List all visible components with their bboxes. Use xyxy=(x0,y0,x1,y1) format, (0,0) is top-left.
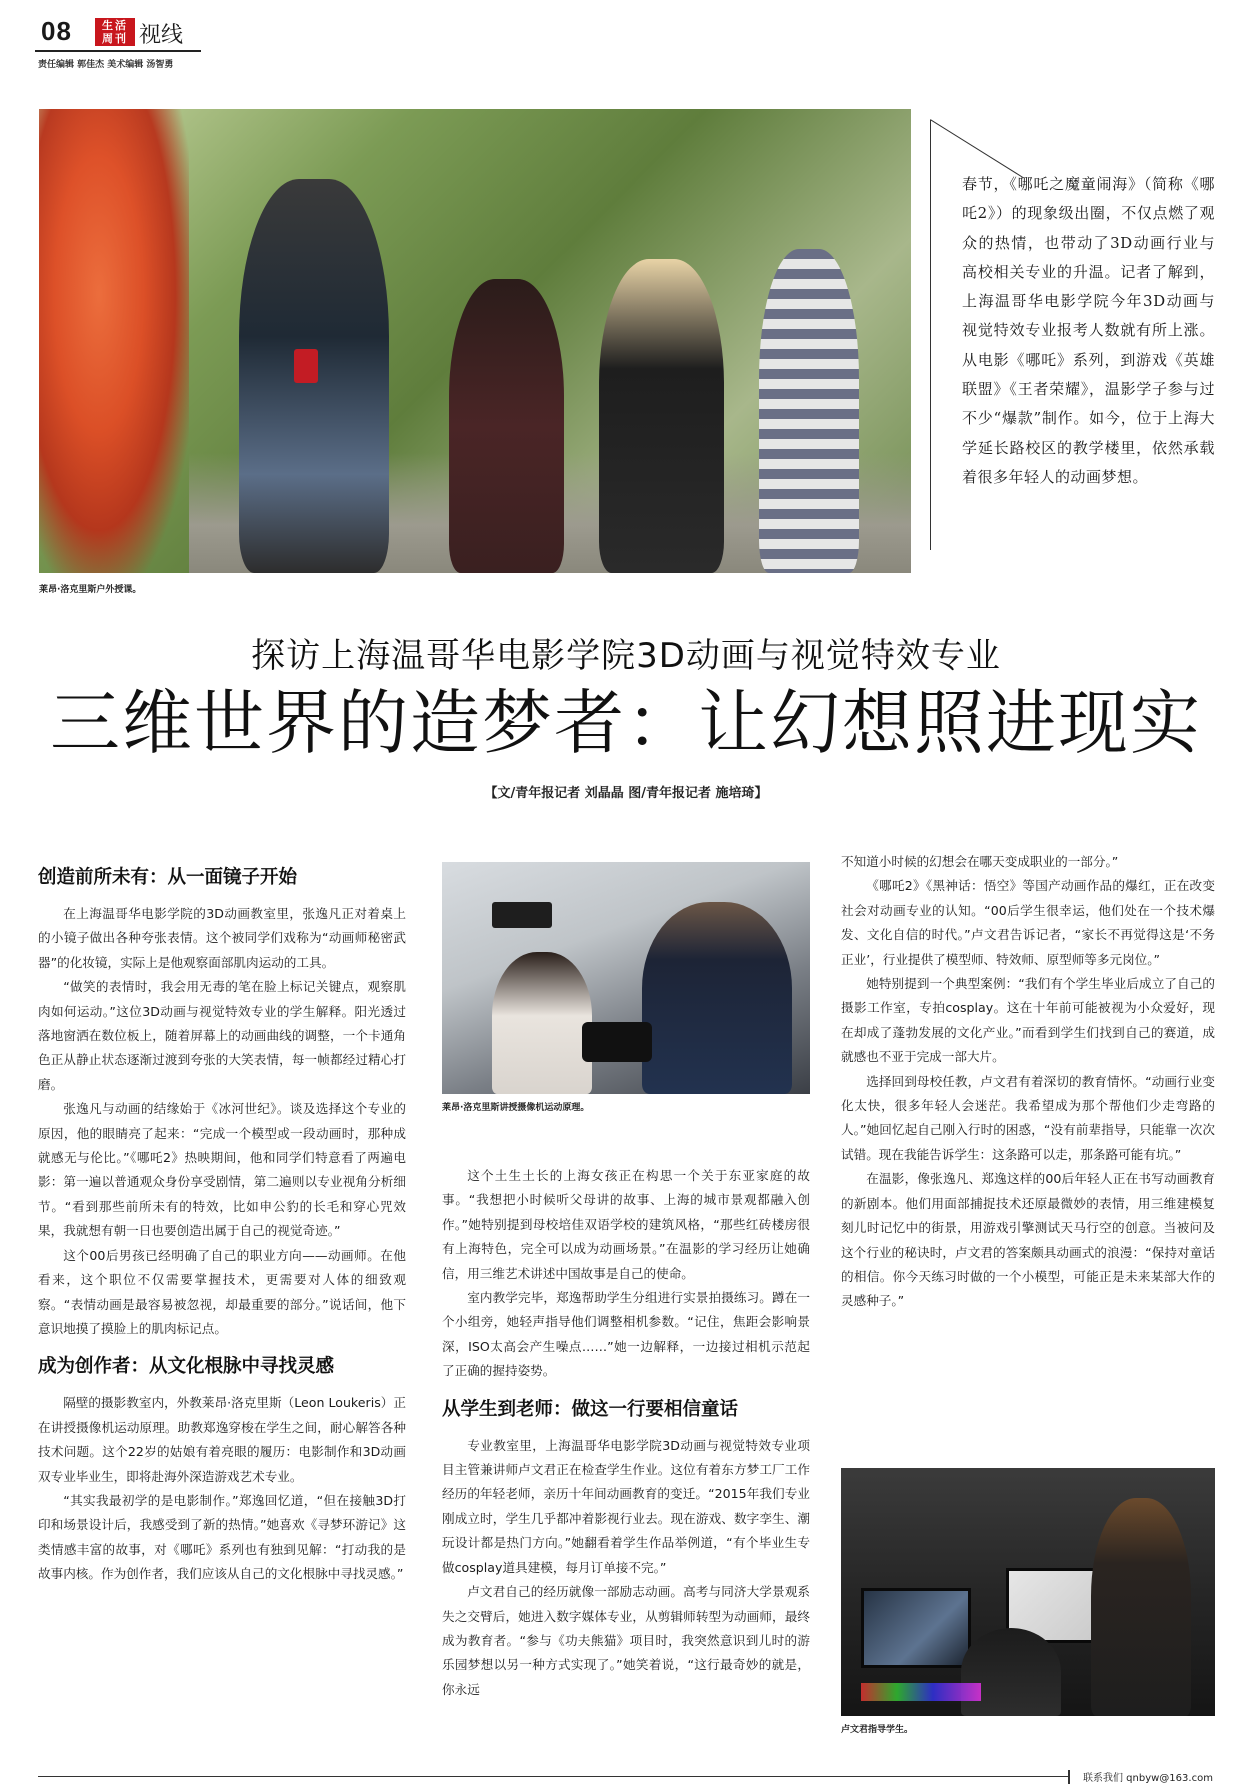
section-heading: 成为创作者：从文化根脉中寻找灵感 xyxy=(38,1356,335,1378)
logo-line-2: 周刊 xyxy=(102,32,128,45)
coffee-cup xyxy=(294,349,318,383)
logo-line-1: 生活 xyxy=(102,19,128,32)
paragraph: 室内教学完毕，郑逸帮助学生分组进行实景拍摄练习。蹲在一个小组旁，她轻声指导他们调整相机参数。“记住，焦距会影响景深，ISO太高会产生噪点……”她一边解释，一边接过相机示范起了正确的握持姿势。 xyxy=(442,1290,810,1379)
page-number: 08 xyxy=(41,16,72,46)
student-figure xyxy=(599,259,724,573)
paragraph: “其实我最初学的是电影制作。”郑逸回忆道，“但在接触3D打印和场景设计后，我感受到了新的热情。”她喜欢《寻梦环游记》这类情感丰富的故事，对《哪吒》系列也有独到见解：“打动我的是故事内核。作为创作者，我们应该从自己的文化根脉中寻找灵感。” xyxy=(38,1492,406,1582)
paragraph: 她特别提到一个典型案例：“我们有个学生毕业后成立了自己的摄影工作室，专拍cosplay。这在十年前可能被视为小众爱好，现在却成了蓬勃发展的文化产业。”而看到学生们找到自己的赛道，成就感也不亚于完成一部大片。 xyxy=(841,976,1215,1065)
paragraph: 张逸凡与动画的结缘始于《冰河世纪》。谈及选择这个专业的原因，他的眼睛亮了起来：“完成一个模型或一段动画时，那种成就感无与伦比。”《哪吒2》热映期间，他和同学们特意看了两遍电影：第一遍以普通观众身份享受剧情，第二遍则以专业视角分析细节。“看到那些前所未有的特效，比如申公豹的长毛和穿心咒效果，我就想有朝一日也要创造出属于自己的视觉奇迹。” xyxy=(38,1101,406,1239)
paragraph: 卢文君自己的经历就像一部励志动画。高考与同济大学景观系失之交臂后，她进入数字媒体专业，从剪辑师转型为动画师，最终成为教育者。“参与《功夫熊猫》项目时，我突然意识到儿时的游乐园梦想以另一种方式实现了。”她笑着说，“这行最奇妙的就是，你永远 xyxy=(442,1584,810,1697)
paragraph: 专业教室里，上海温哥华电影学院3D动画与视觉特效专业项目主管兼讲师卢文君正在检查学生作业。这位有着东方梦工厂工作经历的年轻老师，亲历十年间动画教育的变迁。“2015年我们专业刚成立时，学生几乎都冲着影视行业去。现在游戏、数字孪生、潮玩设计都是热门方向。”她翻看着学生作品举例道，“有个毕业生专做cosplay道具建模，每月订单接不完。” xyxy=(442,1437,810,1575)
projector xyxy=(492,902,552,928)
middle-photo-caption: 莱昂·洛克里斯讲授摄像机运动原理。 xyxy=(442,1103,590,1113)
flowers-foreground xyxy=(39,109,189,573)
paragraph: 这个00后男孩已经明确了自己的职业方向——动画师。在他看来，这个职位不仅需要掌握技术，更需要对人体的细致观察。“表情动画是最容易被忽视，却最重要的部分。”说话间，他下意识地摸了摸脸上的肌肉标记点。 xyxy=(38,1247,406,1336)
camera-icon xyxy=(582,1022,652,1062)
section-name: 视线 xyxy=(139,23,184,48)
student-figure xyxy=(492,952,592,1094)
paragraph: 选择回到母校任教，卢文君有着深切的教育情怀。“动画行业变化太快，很多年轻人会迷茫。我希望成为那个帮他们少走弯路的人。”她回忆起自己刚入行时的困惑，“没有前辈指导，只能靠一次次试错。现在我能告诉学生：这条路可以走，那条路可能有坑。” xyxy=(841,1073,1215,1162)
publication-logo xyxy=(95,18,135,46)
student-figure xyxy=(961,1628,1061,1716)
paragraph: 在温影，像张逸凡、郑逸这样的00后年轻人正在书写动画教育的新剧本。他们用面部捕捉技术还原最微妙的表情，用三维建模复刻儿时记忆中的街景，用游戏引擎测试天马行空的创意。当被问及这个行业的秘诀时，卢文君的答案颇具动画式的浪漫：“保持对童话的相信。你今天练习时做的一个小模型，可能正是未来某部大作的灵感种子。” xyxy=(841,1171,1215,1309)
header-rule xyxy=(35,50,201,52)
top-photo xyxy=(39,109,911,573)
student-figure xyxy=(759,249,859,573)
paragraph: 隔壁的摄影教室内，外教莱昂·洛克里斯（Leon Loukeris）正在讲授摄像机运动原理。助教郑逸穿梭在学生之间，耐心解答各种技术问题。这个22岁的姑娘有着亮眼的履历：电影制作和3D动画双专业毕业生，即将赴海外深造游戏艺术专业。 xyxy=(38,1395,406,1484)
bottom-photo-caption: 卢文君指导学生。 xyxy=(841,1725,914,1735)
paragraph: 不知道小时候的幻想会在哪天变成职业的一部分。” xyxy=(841,854,1119,869)
footer-tick xyxy=(1068,1770,1070,1784)
intro-paragraph: 春节，《哪吒之魔童闹海》（简称《哪吒2》）的现象级出圈，不仅点燃了观众的热情，也带动了3D动画行业与高校相关专业的升温。记者了解到，上海温哥华电影学院今年3D动画与视觉特效专业报考人数就有所上涨。从电影《哪吒》系列，到游戏《英雄联盟》《王者荣耀》，温影学子参与过不少“爆款”制作。如今，位于上海大学延长路校区的教学楼里，依然承载着很多年轻人的动画梦想。 xyxy=(962,175,1215,486)
frame-line xyxy=(930,120,931,550)
column-2 xyxy=(442,1164,810,1702)
top-photo-caption: 莱昂·洛克里斯户外授课。 xyxy=(39,585,142,595)
monitor xyxy=(861,1588,971,1668)
byline: 【文/青年报记者 刘晶晶 图/青年报记者 施培琦】 xyxy=(484,786,768,801)
teacher-figure xyxy=(642,902,792,1094)
section-heading: 创造前所未有：从一面镜子开始 xyxy=(38,867,298,888)
article-title: 三维世界的造梦者：让幻想照进现实 xyxy=(50,682,1202,764)
keyboard xyxy=(861,1683,981,1701)
paragraph: “做笑的表情时，我会用无毒的笔在脸上标记关键点，观察肌肉如何运动。”这位3D动画与视觉特效专业的学生解释。阳光透过落地窗洒在数位板上，随着屏幕上的动画曲线的调整，一个卡通角色正从静止状态逐渐过渡到夸张的大笑表情，每一帧都经过精心打磨。 xyxy=(38,979,406,1092)
student-figure xyxy=(449,279,564,573)
paragraph: 在上海温哥华电影学院的3D动画教室里，张逸凡正对着桌上的小镜子做出各种夸张表情。这个被同学们戏称为“动画师秘密武器”的化妆镜，实际上是他观察面部肌肉运动的工具。 xyxy=(38,906,406,970)
article-subtitle: 探访上海温哥华电影学院3D动画与视觉特效专业 xyxy=(251,636,1001,676)
footer-rule xyxy=(38,1776,1068,1777)
bottom-photo xyxy=(841,1468,1215,1716)
paragraph: 这个土生土长的上海女孩正在构思一个关于东亚家庭的故事。“我想把小时候听父母讲的故事、上海的城市景观都融入创作。”她特别提到母校培佳双语学校的建筑风格，“那些红砖楼房很有上海特色，完全可以成为动画场景。”在温影的学习经历让她确信，用三维艺术讲述中国故事是自己的使命。 xyxy=(442,1168,810,1281)
editors-credit: 责任编辑 郭佳杰 美术编辑 汤智勇 xyxy=(38,60,174,70)
column-1 xyxy=(38,864,406,1587)
section-heading: 从学生到老师：做这一行要相信童话 xyxy=(442,1398,739,1420)
paragraph: 《哪吒2》《黑神话：悟空》等国产动画作品的爆红，正在改变社会对动画专业的认知。“00后学生很幸运，他们处在一个技术爆发、文化自信的时代。”卢文君告诉记者，“家长不再觉得这是‘不务正业’，行业提供了模型师、特效师、原型师等多元岗位。” xyxy=(841,878,1215,967)
middle-photo xyxy=(442,862,810,1094)
teacher-figure xyxy=(1091,1498,1191,1716)
column-3 xyxy=(841,850,1215,1314)
page-header xyxy=(35,14,200,54)
contact-email: 联系我们 qnbyw@163.com xyxy=(1083,1773,1213,1784)
